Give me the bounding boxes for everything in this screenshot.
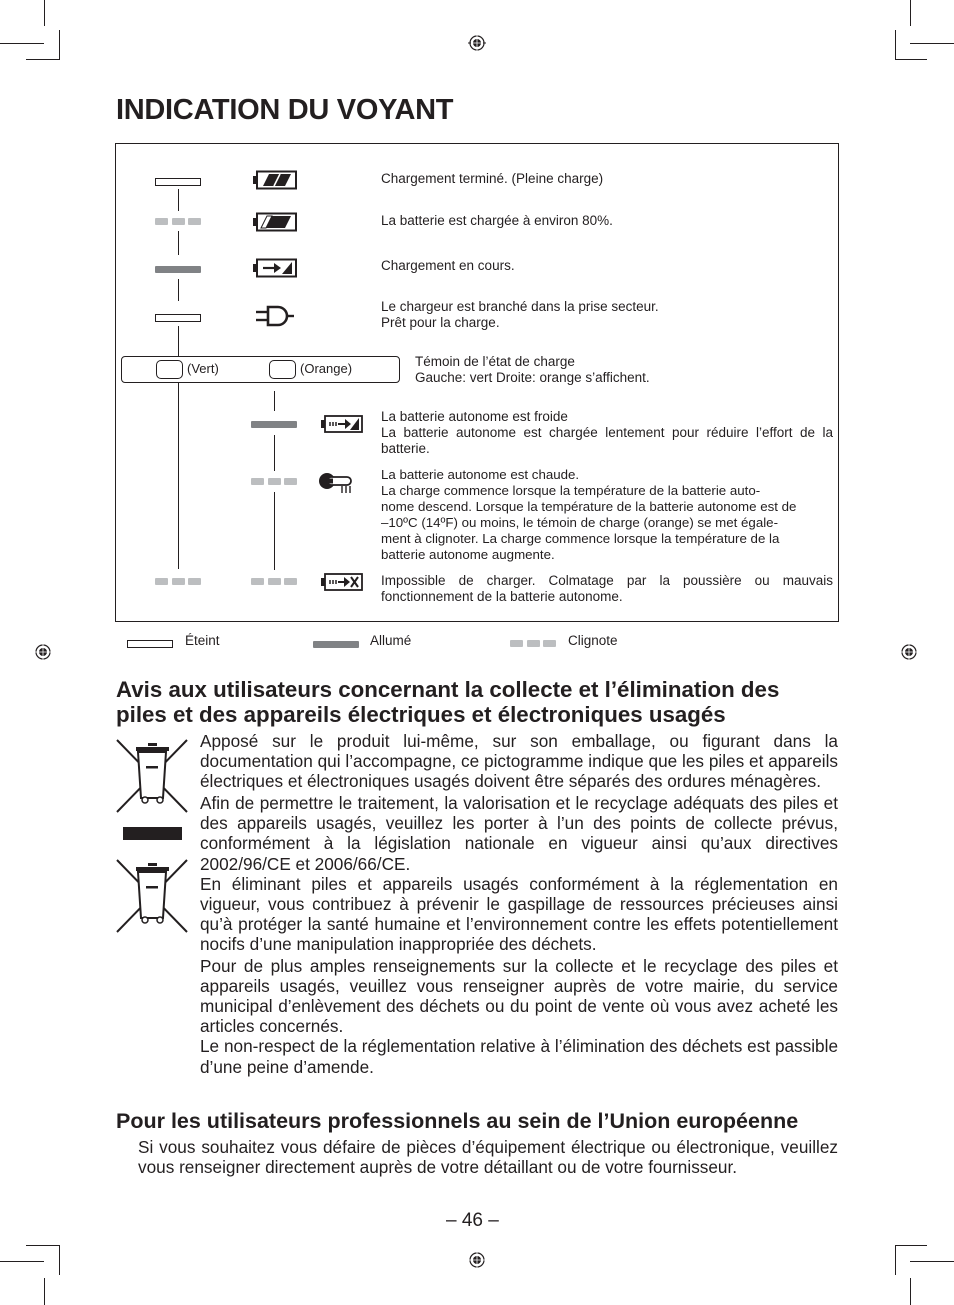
key-blink-swatch [510, 640, 556, 647]
key-on-label: Allumé [370, 633, 412, 648]
key-off-label: Éteint [185, 633, 220, 648]
paragraph: Si vous souhaitez vous défaire de pièces d’équipement électrique ou électronique, veuillez vous renseigner directement auprès de votre détaillant ou de votre fournisseur. [138, 1137, 838, 1178]
section-heading-professional: Pour les utilisateurs professionnels au sein de l’Union européenne [116, 1109, 799, 1133]
green-lamp-blink [155, 218, 201, 225]
crop-mark [59, 1245, 60, 1275]
key-blink-label: Clignote [568, 633, 618, 648]
crop-mark [895, 59, 927, 60]
legend-description: Témoin de l’état de charge Gauche: vert Droite: orange s’affichent. [415, 354, 650, 385]
crop-mark [0, 43, 44, 44]
orange-lamp-blink [251, 478, 297, 485]
registration-mark-icon [34, 643, 52, 661]
status-text: La batterie est chargée à environ 80%. [381, 213, 613, 228]
connector-line [274, 391, 275, 411]
thermometer-icon [318, 471, 362, 497]
registration-mark-icon [900, 643, 918, 661]
crop-mark [895, 1245, 896, 1275]
status-text: Chargement en cours. [381, 258, 515, 273]
paragraph: Afin de permettre le traitement, la valorisation et le recyclage adéquats des piles et des appareils usagés, veuillez les porter à l’un des points de collecte prévus, conformément à la législation nationale en vigueur ainsi qu’aux directives 2002/96/CE et 2006/66/CE. [200, 793, 838, 874]
connector-line [178, 326, 179, 356]
crop-mark [910, 1261, 954, 1262]
connector-line [178, 189, 179, 211]
key-off-swatch [127, 640, 173, 648]
paragraph: Pour de plus amples renseignements sur la collecte et le recyclage des piles et appareils usagés, veuillez vous renseigner auprès de votre mairie, du service municipal d’enlèvement des déchets ou du point de vente où vous avez acheté les articles concernés. [200, 956, 838, 1037]
orange-lamp-on [251, 421, 297, 428]
crossed-bin-icon [115, 738, 189, 814]
crop-mark [895, 30, 896, 60]
crop-mark [44, 1278, 45, 1305]
disposal-text [200, 731, 838, 1077]
registration-mark-icon [468, 1251, 486, 1269]
green-lamp-legend [156, 360, 183, 379]
crop-mark [59, 30, 60, 60]
orange-label: (Orange) [300, 361, 353, 376]
crop-mark [910, 1278, 911, 1305]
paragraph: En éliminant piles et appareils usagés conformément à la réglementation en vigueur, vous contribuez à prévenir le gaspillage de ressources précieuses ainsi qu’à protéger la santé humaine et l’environnement contre les effets potentiellement nocifs d’une manipulation inappropriée des déchets. [200, 873, 838, 954]
plug-icon [254, 304, 296, 328]
status-text: Chargement terminé. (Pleine charge) [381, 171, 604, 186]
crop-mark [26, 59, 60, 60]
registration-mark-icon [468, 34, 486, 52]
battery-charging-icon [252, 258, 298, 278]
crossed-bin-battery-icon [115, 858, 189, 934]
green-lamp-off [155, 314, 201, 322]
green-lamp-off [155, 178, 201, 186]
crop-mark [895, 1245, 927, 1246]
connector-line [274, 435, 275, 471]
green-label: (Vert) [187, 361, 219, 376]
crop-mark [910, 43, 954, 44]
crop-mark [26, 1245, 60, 1246]
connector-line [178, 383, 179, 569]
connector-line [178, 231, 179, 255]
professional-text [138, 1137, 838, 1177]
separator-bar [123, 827, 182, 840]
page-number: – 46 – [446, 1210, 499, 1231]
status-text: Le chargeur est branché dans la prise secteur. Prêt pour la charge. [381, 299, 659, 330]
green-lamp-on [155, 266, 201, 273]
key-on-swatch [313, 641, 359, 648]
connector-line [178, 279, 179, 301]
battery-80-icon [252, 212, 298, 232]
paragraph: Le non-respect de la réglementation relative à l’élimination des déchets est passible d’une peine d’amende. [200, 1036, 838, 1077]
battery-cold-icon [320, 414, 364, 434]
status-text: La batterie autonome est chaude. La charge commence lorsque la température de la batterie auto- nome descend. Lorsque la température de la batterie autonome est de –10ºC (14ºF) ou moins, le témoin de charge (orange) se met égale- ment à clignoter. La charge commence lorsque la température de la batterie autonome augmente. [381, 467, 797, 562]
status-text: Impossible de charger. Colmatage par la poussière ou mauvais fonctionnement de la batterie autonome. [381, 573, 833, 604]
battery-full-icon [252, 170, 298, 190]
crop-mark [910, 0, 911, 26]
connector-line [274, 492, 275, 570]
page-title: INDICATION DU VOYANT [116, 94, 454, 126]
orange-lamp-legend [269, 360, 296, 379]
battery-error-icon [320, 572, 364, 592]
crop-mark [0, 1261, 44, 1262]
paragraph: Apposé sur le produit lui-même, sur son emballage, ou figurant dans la documentation qui l’accompagne, ce pictogramme indique que les piles et appareils électriques et électroniques usagés doivent être séparés des ordures ménagères. [200, 731, 838, 792]
section-heading-disposal: Avis aux utilisateurs concernant la collecte et l’élimination des piles et des appareils électriques et électroniques usagés [116, 677, 780, 727]
green-lamp-blink [155, 578, 201, 585]
crop-mark [44, 0, 45, 26]
status-text: La batterie autonome est froide La batterie autonome est chargée lentement pour réduire l’effort de la batterie. [381, 409, 833, 456]
orange-lamp-blink [251, 578, 297, 585]
